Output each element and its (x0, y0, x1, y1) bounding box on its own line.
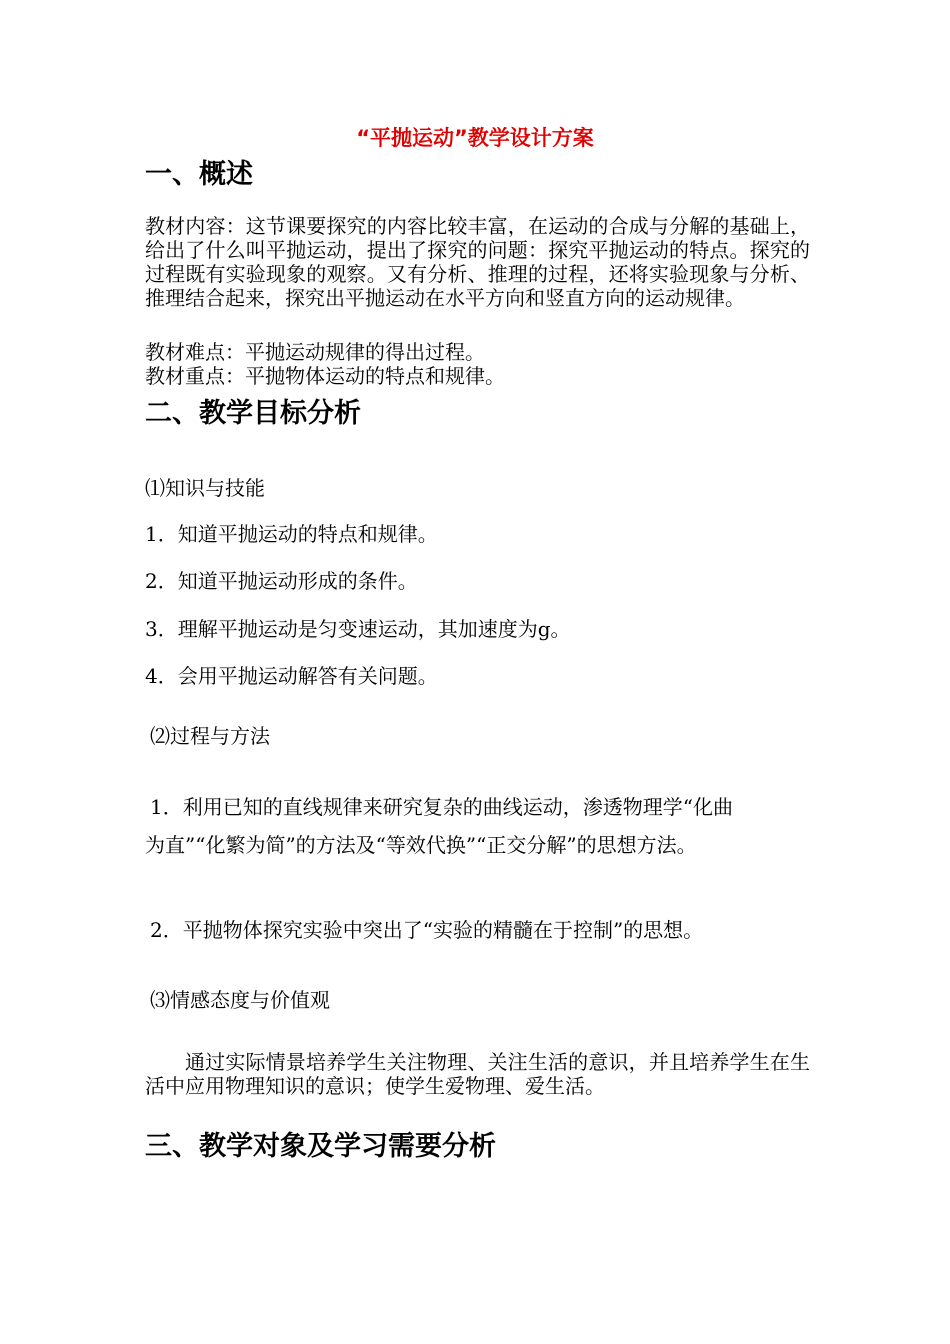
textbook-content-paragraph: 教材内容：这节课要探究的内容比较丰富，在运动的合成与分解的基础上，给出了什么叫平抛运动，提出了探究的问题：探究平抛运动的特点。探究的过程既有实验现象的观察。又有分析、推理的过程，还将实验现象与分析、推理结合起来，探究出平抛运动在水平方向和竖直方向的运动规律。 (145, 214, 810, 310)
objective-item-3: 3．理解平抛运动是匀变速运动，其加速度为g。 (145, 617, 571, 641)
objective-item-1: 1．知道平抛运动的特点和规律。 (145, 522, 438, 546)
process-item-1-continued: 为直”“化繁为简”的方法及“等效代换”“正交分解”的思想方法。 (145, 833, 697, 857)
subheading-knowledge-skills: ⑴知识与技能 (145, 476, 265, 500)
textbook-focus: 教材重点：平抛物体运动的特点和规律。 (145, 364, 505, 388)
attitudes-paragraph: 通过实际情景培养学生关注物理、关注生活的意识，并且培养学生在生活中应用物理知识的意识；使学生爱物理、爱生活。 (145, 1050, 810, 1098)
objective-item-4: 4．会用平抛运动解答有关问题。 (145, 664, 438, 688)
process-item-2: 2．平抛物体探究实验中突出了“实验的精髓在于控制”的思想。 (150, 918, 704, 942)
subheading-attitudes-values: ⑶情感态度与价值观 (150, 988, 330, 1012)
section-heading-overview: 一、概述 (145, 159, 253, 190)
objective-item-2: 2．知道平抛运动形成的条件。 (145, 569, 418, 593)
section-heading-objectives: 二、教学目标分析 (145, 398, 361, 429)
process-item-1-line1: 1．利用已知的直线规律来研究复杂的曲线运动，渗透物理学“化曲 (150, 795, 733, 819)
document-title: “平抛运动”教学设计方案 (356, 126, 594, 150)
textbook-difficulty: 教材难点：平抛运动规律的得出过程。 (145, 340, 485, 364)
subheading-process-methods: ⑵过程与方法 (150, 724, 270, 748)
section-heading-learners: 三、教学对象及学习需要分析 (145, 1131, 496, 1162)
